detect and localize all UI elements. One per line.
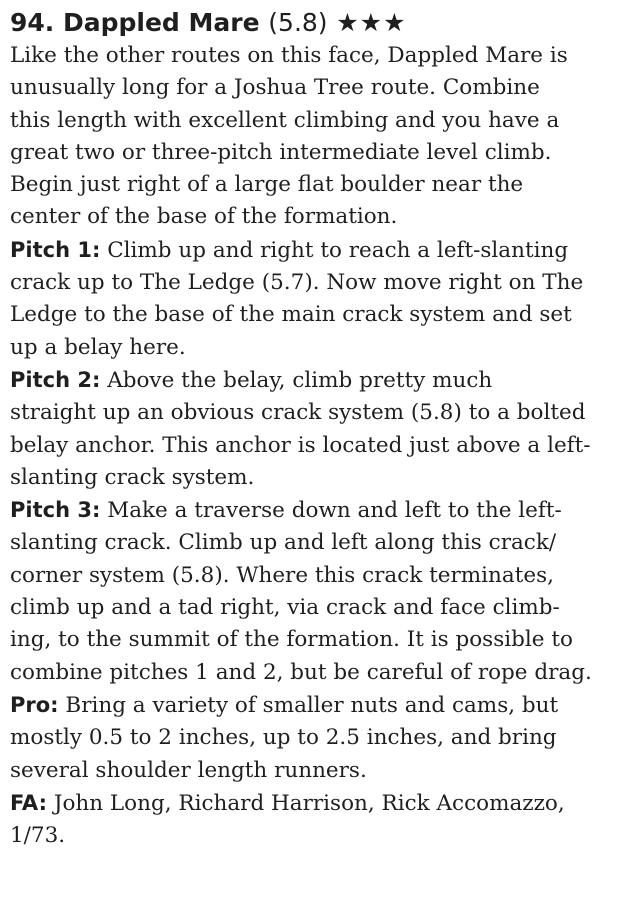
pitch-2-line: slanting crack system. (10, 464, 255, 490)
route-body (10, 40, 632, 852)
pitch-3-line: climb up and a tad right, via crack and face climb- (10, 595, 560, 621)
route-title (10, 6, 632, 40)
pitch-3-line: slanting crack. Climb up and left along this crack/ (10, 530, 557, 556)
route-grade: (5.8) (268, 8, 328, 37)
intro-line: Like the other routes on this face, Dappled Mare is (10, 43, 568, 68)
pro-line: several shoulder length runners. (10, 757, 367, 783)
intro-line: unusually long for a Joshua Tree route. Combine (10, 75, 540, 101)
intro-line: Begin just right of a large flat boulder near the (10, 172, 524, 198)
intro-paragraph (10, 40, 632, 234)
pitch-1-line: Ledge to the base of the main crack system and set (10, 302, 572, 328)
pro-line: mostly 0.5 to 2 inches, up to 2.5 inches, and bring (10, 725, 557, 751)
pro-first-line (10, 689, 632, 722)
pitch-2-line: belay anchor. This anchor is located just above a left- (10, 432, 591, 458)
pitch-1-line: crack up to The Ledge (5.7). Now move right on The (10, 270, 584, 296)
route-stars: ★★★ (336, 8, 407, 37)
pitch-2-line: straight up an obvious crack system (5.8) to a bolted (10, 400, 586, 426)
fa-first-text: John Long, Richard Harrison, Rick Accomazzo, (46, 790, 565, 816)
pitch-2-first-text: Above the belay, climb pretty much (100, 367, 493, 393)
intro-line: great two or three-pitch intermediate level climb. (10, 139, 552, 165)
pitch-1-first-line (10, 234, 632, 267)
route-number-name: 94. Dappled Mare (10, 8, 260, 37)
fa-paragraph (10, 787, 632, 853)
fa-line: 1/73. (10, 823, 66, 849)
pitch-1-label: Pitch 1: (10, 237, 101, 262)
fa-label: FA: (10, 790, 47, 815)
pitch-3-first-text: Make a traverse down and left to the left- (100, 498, 562, 524)
pro-first-text: Bring a variety of smaller nuts and cams, but (58, 692, 559, 718)
pro-label: Pro: (10, 692, 59, 717)
pro-paragraph (10, 689, 632, 787)
intro-line: center of the base of the formation. (10, 204, 398, 230)
pitch-2-paragraph (10, 364, 632, 494)
intro-line: this length with excellent climbing and you have a (10, 107, 560, 133)
pitch-2-first-line (10, 364, 632, 397)
pitch-3-line: corner system (5.8). Where this crack terminates, (10, 562, 554, 588)
pitch-3-label: Pitch 3: (10, 498, 101, 523)
pitch-3-paragraph (10, 494, 632, 689)
pitch-3-first-line (10, 494, 632, 527)
pitch-1-paragraph (10, 234, 632, 364)
fa-first-line (10, 787, 632, 820)
pitch-1-line: up a belay here. (10, 334, 186, 360)
pitch-3-line: combine pitches 1 and 2, but be careful of rope drag. (10, 659, 592, 685)
pitch-1-first-text: Climb up and right to reach a left-slanting (100, 237, 569, 263)
pitch-2-label: Pitch 2: (10, 367, 101, 392)
pitch-3-line: ing, to the summit of the formation. It is possible to (10, 627, 573, 653)
